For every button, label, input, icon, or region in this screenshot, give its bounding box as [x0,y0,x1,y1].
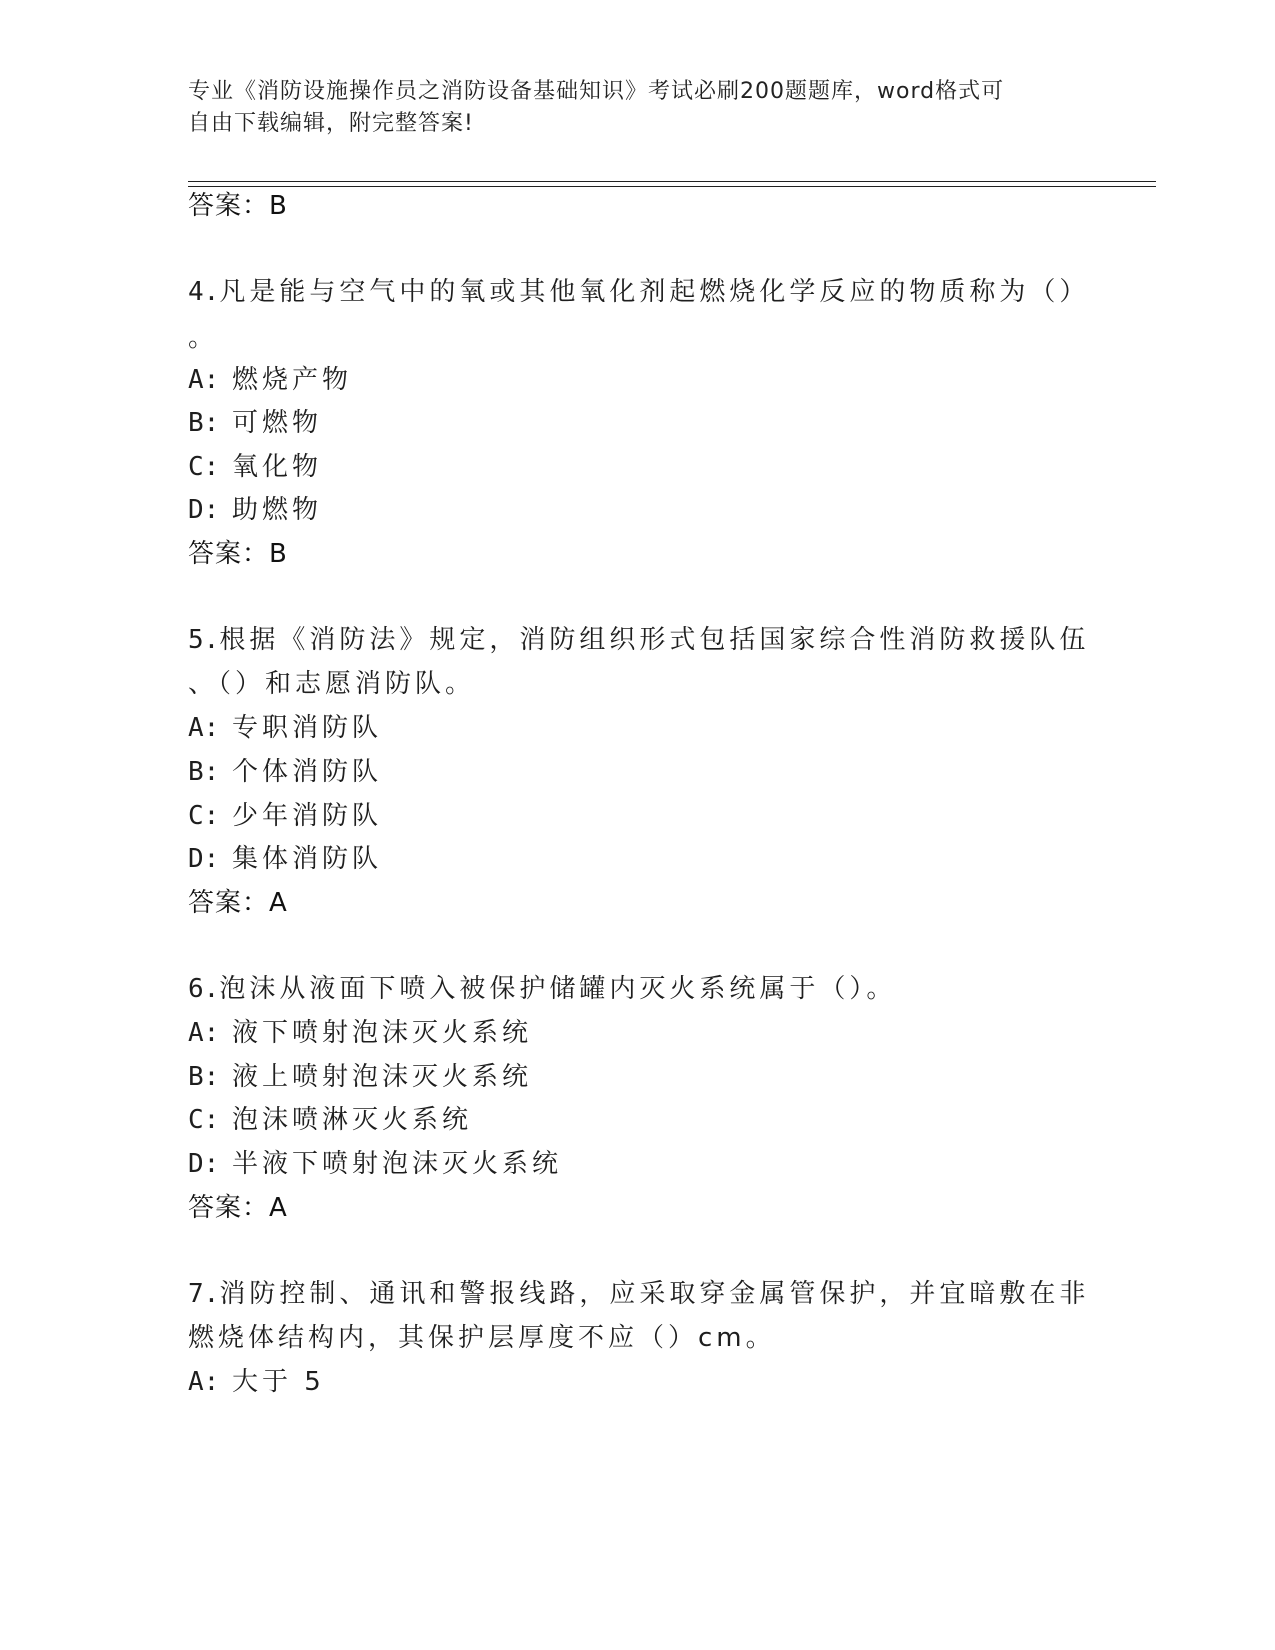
header-divider-top [188,181,1156,182]
option-text: 燃烧产物 [232,365,353,395]
question-7-line-2: 燃烧体结构内，其保护层厚度不应（）cm。 [188,1323,776,1353]
option-letter: D: [188,495,220,525]
option-letter: A: [188,365,220,395]
question-text: 根据《消防法》规定，消防组织形式包括国家综合性消防救援队伍 [219,625,1090,655]
option-letter: A: [188,713,220,743]
option-letter: C: [188,452,220,482]
option-text: 可燃物 [232,408,323,438]
question-4-option-d [188,494,322,526]
question-number: 4. [188,277,220,307]
question-text: 凡是能与空气中的氧或其他氧化剂起燃烧化学反应的物质称为（） [219,277,1090,307]
option-letter: C: [188,1105,220,1135]
question-4-answer: 答案：B [188,539,288,569]
question-number: 5. [188,625,220,655]
question-5-option-b [188,756,382,788]
question-7-line-1 [188,1278,1089,1310]
option-letter: D: [188,1149,220,1179]
option-letter: B: [188,408,220,438]
question-7-option-a [188,1366,325,1398]
question-4-option-b [188,407,322,439]
option-text: 助燃物 [232,495,323,525]
question-number: 6. [188,974,220,1004]
question-4-option-a [188,364,352,396]
question-5-line-1 [188,624,1089,656]
option-text: 液下喷射泡沫灭火系统 [232,1018,533,1048]
question-5-option-a [188,712,382,744]
question-4-line-1 [188,276,1089,308]
question-4-line-2: 。 [188,323,219,353]
question-6-option-b [188,1061,532,1093]
option-text: 少年消防队 [232,801,383,831]
question-5-line-2: 、（）和志愿消防队。 [188,669,476,699]
option-letter: A: [188,1367,220,1397]
option-text: 专职消防队 [232,713,383,743]
option-letter: B: [188,1062,220,1092]
option-text: 氧化物 [232,452,323,482]
question-5-option-d [188,843,382,875]
option-text: 集体消防队 [232,844,383,874]
question-text: 泡沫从液面下喷入被保护储罐内灭火系统属于（）。 [219,974,897,1004]
question-4-option-c [188,451,322,483]
option-letter: B: [188,757,220,787]
option-text: 半液下喷射泡沫灭火系统 [232,1149,563,1179]
header-line-2: 自由下载编辑，附完整答案! [188,111,474,136]
option-text: 大于 5 [232,1367,325,1397]
question-5-answer: 答案：A [188,888,288,918]
option-text: 泡沫喷淋灭火系统 [232,1105,473,1135]
option-text: 个体消防队 [232,757,383,787]
question-6-option-d [188,1148,562,1180]
question-number: 7. [188,1279,220,1309]
header-divider-bottom [188,186,1156,187]
option-letter: D: [188,844,220,874]
question-6-answer: 答案：A [188,1193,288,1223]
question-6-option-c [188,1104,472,1136]
header-line-1: 专业《消防设施操作员之消防设备基础知识》考试必刷200题题库，word格式可 [188,79,1005,104]
question-6-option-a [188,1017,532,1049]
option-letter: A: [188,1018,220,1048]
question-text: 消防控制、通讯和警报线路，应采取穿金属管保护，并宜暗敷在非 [219,1279,1090,1309]
question-5-option-c [188,800,382,832]
question-6-line-1 [188,973,896,1005]
option-text: 液上喷射泡沫灭火系统 [232,1062,533,1092]
answer-prev: 答案：B [188,191,288,221]
option-letter: C: [188,801,220,831]
document-header [188,76,1088,140]
